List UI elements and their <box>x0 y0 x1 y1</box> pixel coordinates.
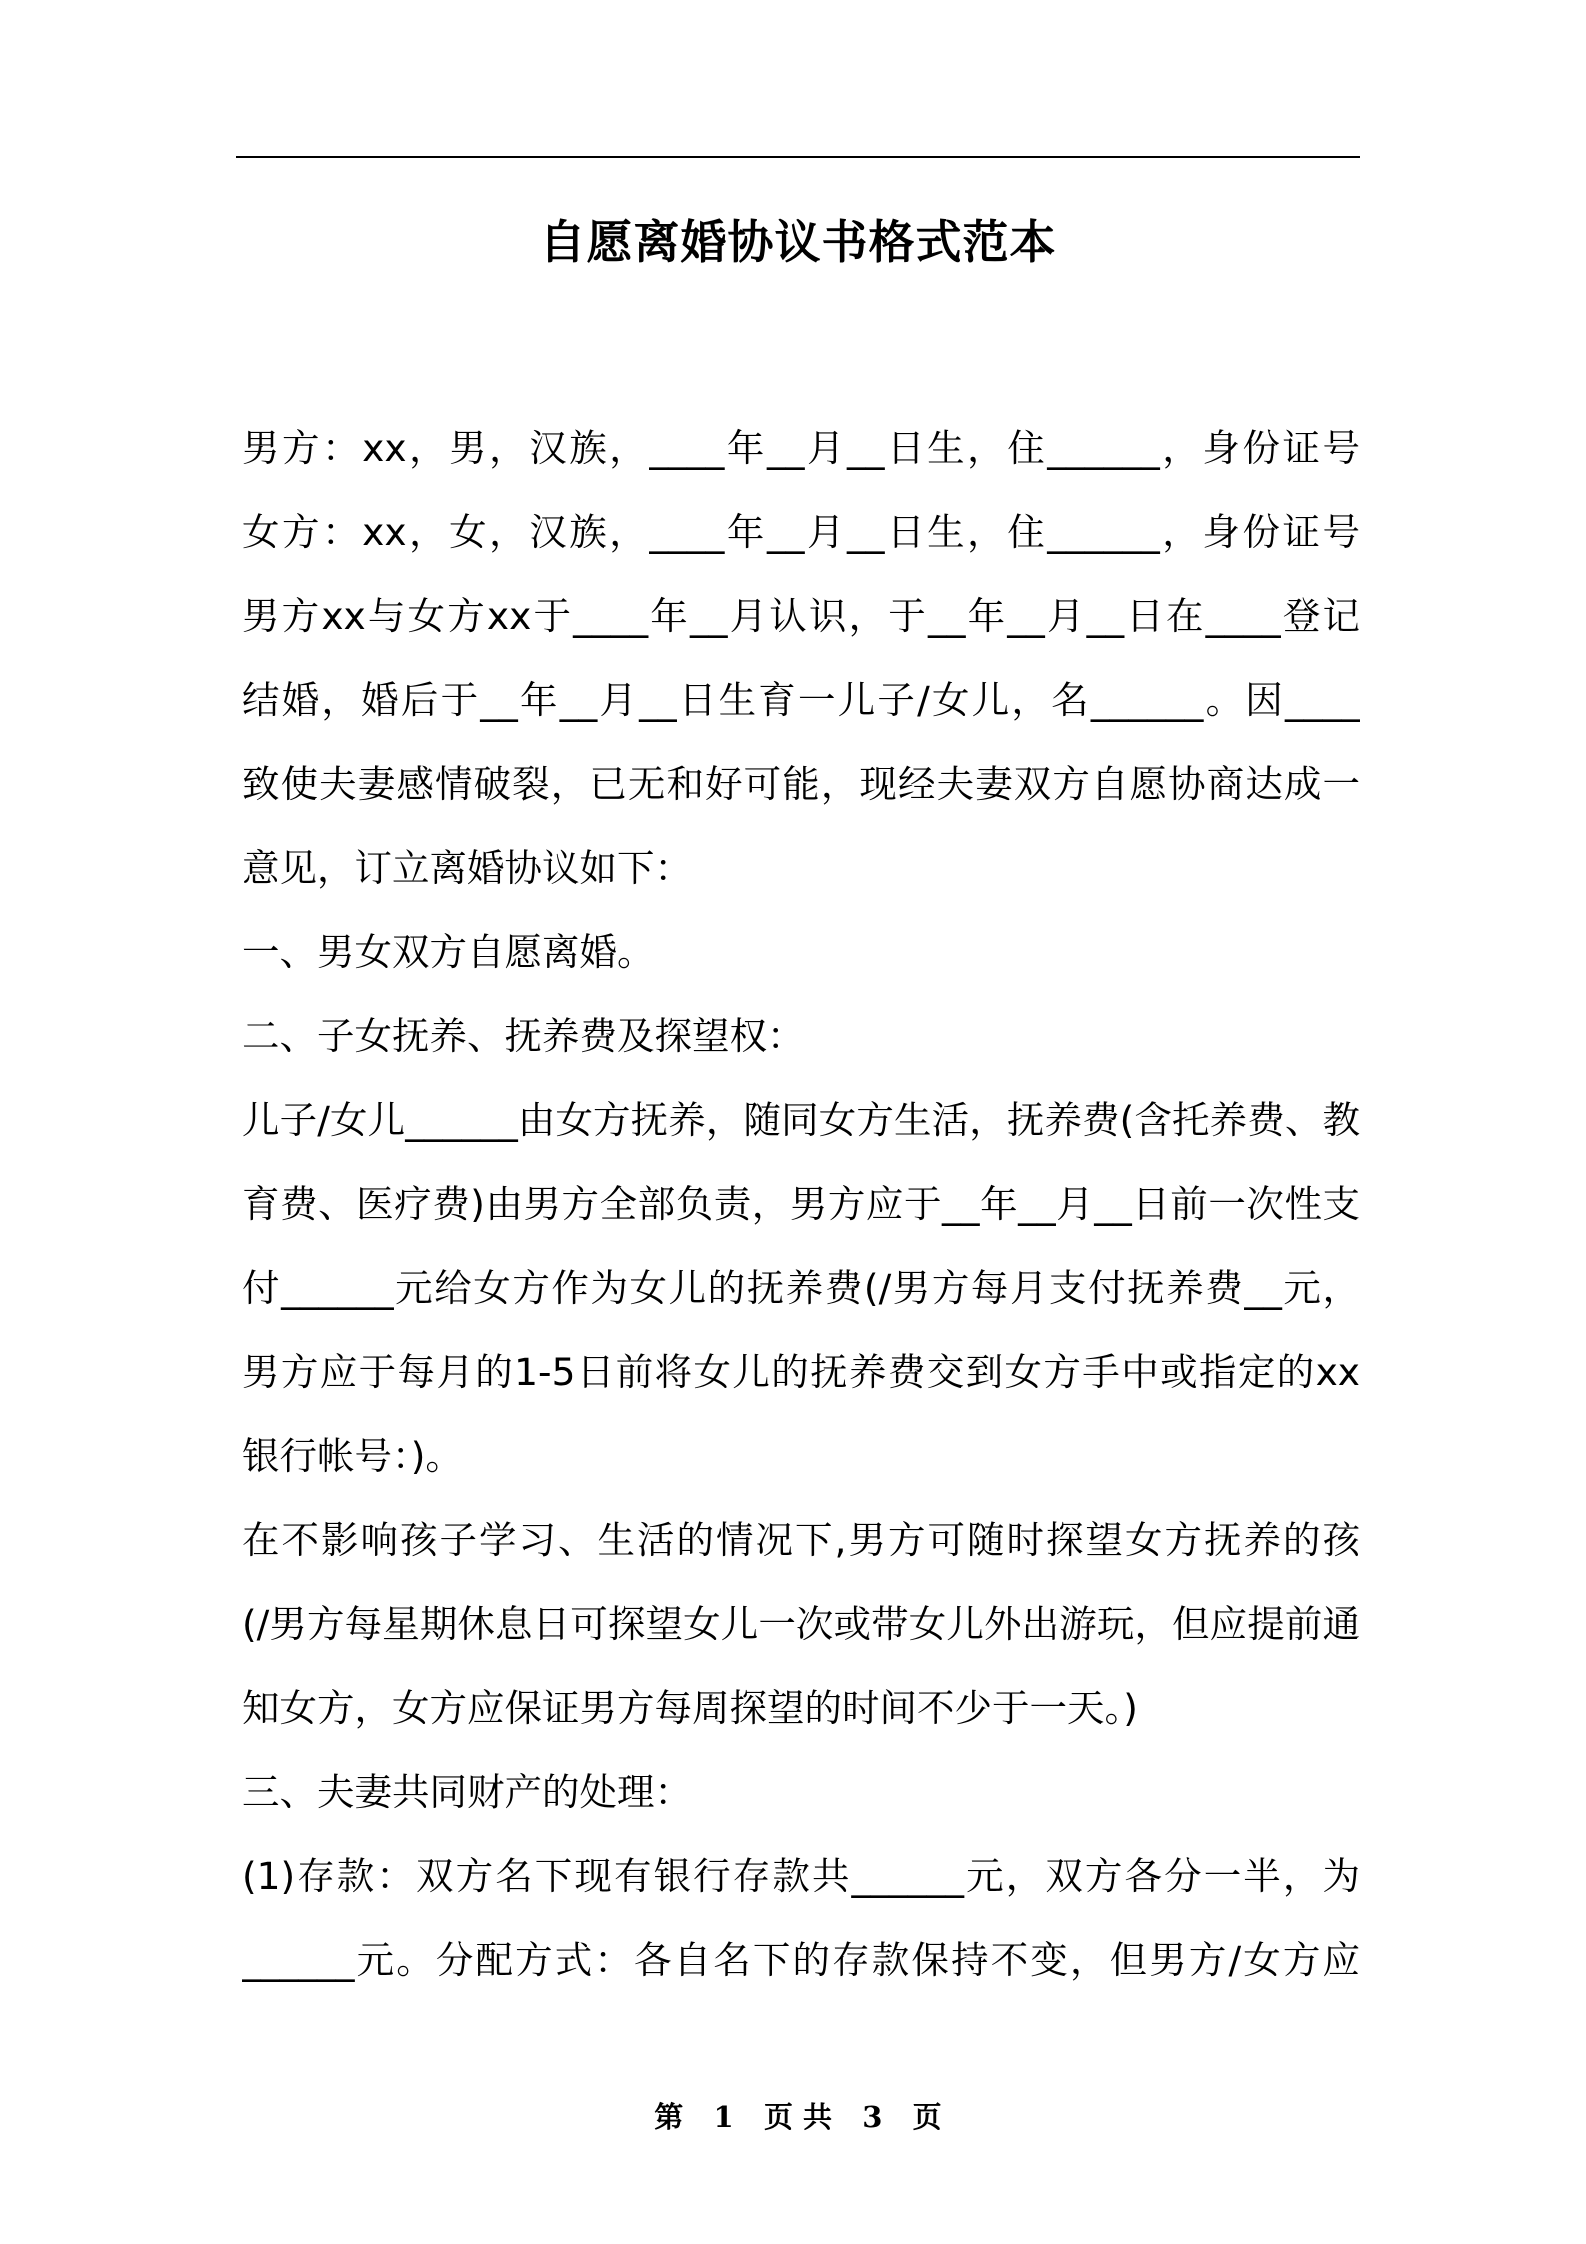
body-line: 男方应于每月的1-5日前将女儿的抚养费交到女方手中或指定的xx <box>242 1350 1360 1394</box>
body-line: 男方xx与女方xx于____年__月认识，于__年__月__日在____登记 <box>242 594 1360 638</box>
footer-current-page: 1 <box>713 2100 734 2134</box>
body-line: (/男方每星期休息日可探望女儿一次或带女儿外出游玩，但应提前通 <box>242 1602 1360 1646</box>
body-line: 男方：xx，男，汉族，____年__月__日生，住______，身份证号 <box>242 426 1360 470</box>
body-line: ______元。分配方式：各自名下的存款保持不变，但男方/女方应 <box>242 1938 1360 1982</box>
body-line: 银行帐号：)。 <box>242 1434 463 1478</box>
page-footer <box>236 2097 1360 2137</box>
footer-prefix: 第 <box>654 2100 684 2134</box>
body-line: 付______元给女方作为女儿的抚养费(/男方每月支付抚养费__元， <box>242 1266 1360 1310</box>
body-line: 结婚，婚后于__年__月__日生育一儿子/女儿，名______。因____ <box>242 678 1360 722</box>
section-heading: 二、子女抚养、抚养费及探望权： <box>242 1014 805 1058</box>
footer-total-pages: 3 <box>862 2100 883 2134</box>
body-line: 育费、医疗费)由男方全部负责，男方应于__年__月__日前一次性支 <box>242 1182 1360 1226</box>
body-line: 在不影响孩子学习、生活的情况下,男方可随时探望女方抚养的孩 <box>242 1518 1360 1562</box>
body-line: 女方：xx，女，汉族，____年__月__日生，住______，身份证号 <box>242 510 1360 554</box>
body-line: 致使夫妻感情破裂，已无和好可能，现经夫妻双方自愿协商达成一 <box>242 762 1360 806</box>
footer-suffix: 页 <box>912 2100 942 2134</box>
body-line: 意见，订立离婚协议如下： <box>242 846 692 890</box>
body-line: 儿子/女儿______由女方抚养，随同女方生活，抚养费(含托养费、教 <box>242 1098 1360 1142</box>
section-heading: 一、男女双方自愿离婚。 <box>242 930 655 974</box>
footer-middle: 页 共 <box>763 2100 833 2134</box>
document-body <box>242 406 1360 2002</box>
document-title: 自愿离婚协议书格式范本 <box>539 215 1057 269</box>
section-heading: 三、夫妻共同财产的处理： <box>242 1770 692 1814</box>
body-line: (1)存款：双方名下现有银行存款共______元，双方各分一半，为 <box>242 1854 1360 1898</box>
body-line: 知女方，女方应保证男方每周探望的时间不少于一天。) <box>242 1686 1138 1730</box>
header-rule <box>236 156 1360 158</box>
